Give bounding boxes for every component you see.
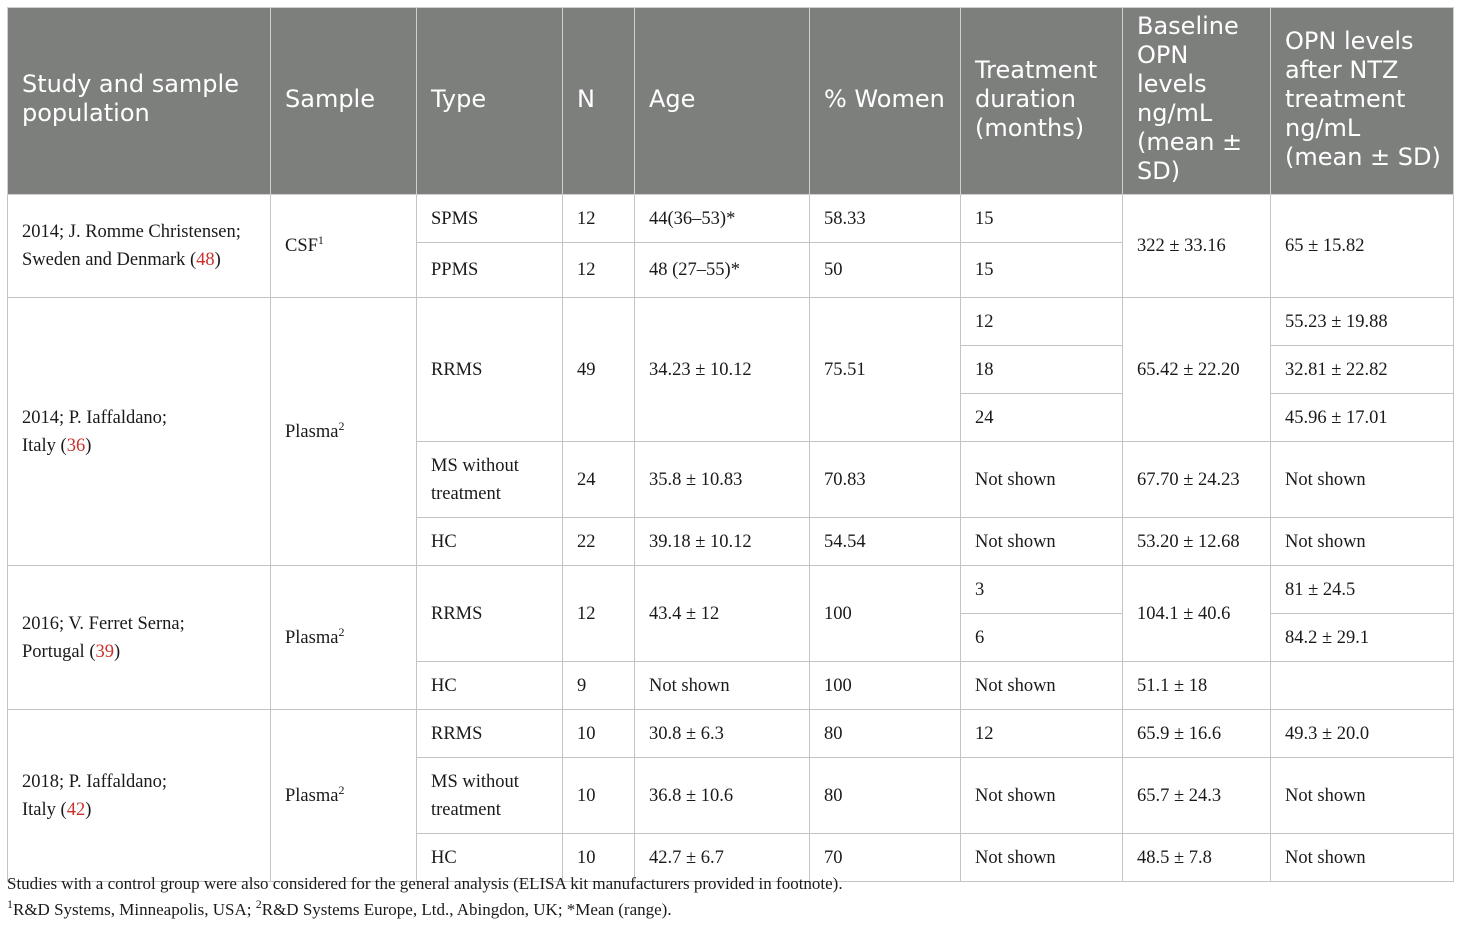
age-cell: 44(36–53)* [635, 195, 810, 243]
women-cell: 100 [810, 662, 961, 710]
sample-cell [271, 195, 417, 298]
baseline-cell: 53.20 ± 12.68 [1123, 518, 1271, 566]
n-cell: 24 [563, 442, 635, 518]
after-cell: 32.81 ± 22.82 [1271, 346, 1454, 394]
baseline-cell: 67.70 ± 24.23 [1123, 442, 1271, 518]
n-cell: 49 [563, 298, 635, 442]
footnote-marker: 2 [255, 897, 262, 911]
type-cell: HC [417, 518, 563, 566]
sample-cell [271, 566, 417, 710]
after-cell: Not shown [1271, 834, 1454, 882]
after-cell: Not shown [1271, 442, 1454, 518]
duration-cell: Not shown [961, 662, 1123, 710]
duration-cell: 12 [961, 298, 1123, 346]
reference-link[interactable]: 48 [196, 250, 215, 270]
table-row [8, 195, 1454, 243]
sample-text: Plasma [285, 627, 339, 648]
type-cell: RRMS [417, 298, 563, 442]
type-cell: MS without treatment [417, 442, 563, 518]
header-study: Study and sample population [8, 8, 271, 195]
study-cell [8, 298, 271, 566]
n-cell: 10 [563, 758, 635, 834]
duration-cell: 15 [961, 243, 1123, 298]
study-text: 2014; J. Romme Christensen; [22, 222, 241, 242]
age-cell: 43.4 ± 12 [635, 566, 810, 662]
study-text: Portugal ( [22, 641, 96, 662]
duration-cell: Not shown [961, 758, 1123, 834]
after-cell: 49.3 ± 20.0 [1271, 710, 1454, 758]
study-text: Italy ( [22, 435, 67, 456]
women-cell: 58.33 [810, 195, 961, 243]
header-baseline: Baseline OPN levels ng/mL (mean ± SD) [1123, 8, 1271, 195]
table-row [8, 566, 1454, 614]
women-cell: 100 [810, 566, 961, 662]
header-women: % Women [810, 8, 961, 195]
age-cell: 39.18 ± 10.12 [635, 518, 810, 566]
table-row [8, 710, 1454, 758]
age-cell: 30.8 ± 6.3 [635, 710, 810, 758]
duration-cell: 18 [961, 346, 1123, 394]
after-cell: 84.2 ± 29.1 [1271, 614, 1454, 662]
study-cell [8, 195, 271, 298]
table-row [8, 298, 1454, 346]
study-text: ) [85, 435, 92, 456]
age-cell: 36.8 ± 10.6 [635, 758, 810, 834]
study-text: Italy ( [22, 799, 67, 820]
after-cell: 55.23 ± 19.88 [1271, 298, 1454, 346]
n-cell: 12 [563, 566, 635, 662]
women-cell: 75.51 [810, 298, 961, 442]
duration-cell: Not shown [961, 834, 1123, 882]
n-cell: 12 [563, 243, 635, 298]
footnote-marker: 1 [7, 897, 13, 911]
women-cell: 80 [810, 758, 961, 834]
baseline-cell: 51.1 ± 18 [1123, 662, 1271, 710]
baseline-cell: 65.9 ± 16.6 [1123, 710, 1271, 758]
age-cell: 34.23 ± 10.12 [635, 298, 810, 442]
study-text: 2018; P. Iaffaldano; [22, 771, 168, 792]
n-cell: 22 [563, 518, 635, 566]
type-cell: RRMS [417, 566, 563, 662]
n-cell: 9 [563, 662, 635, 710]
header-type: Type [417, 8, 563, 195]
opn-data-table [7, 7, 1454, 882]
duration-cell: 15 [961, 195, 1123, 243]
age-cell: 42.7 ± 6.7 [635, 834, 810, 882]
reference-link[interactable]: 42 [66, 799, 86, 820]
sample-text: CSF [285, 236, 318, 256]
n-cell: 10 [563, 834, 635, 882]
type-cell: HC [417, 834, 563, 882]
study-cell [8, 566, 271, 710]
type-cell: PPMS [417, 243, 563, 298]
duration-cell: 24 [961, 394, 1123, 442]
study-text: ) [113, 641, 121, 662]
duration-cell: 6 [961, 614, 1123, 662]
baseline-cell: 322 ± 33.16 [1123, 195, 1271, 298]
age-cell: Not shown [635, 662, 810, 710]
after-cell: Not shown [1271, 758, 1454, 834]
study-text: ) [85, 799, 92, 820]
table-footnote-sources [7, 897, 672, 920]
footnote-marker: 2 [338, 418, 345, 433]
study-cell [8, 710, 271, 882]
after-cell [1271, 662, 1454, 710]
type-cell: SPMS [417, 195, 563, 243]
study-text: 2014; P. Iaffaldano; [22, 407, 168, 428]
footnote-text: R&D Systems, Minneapolis, USA; [13, 900, 256, 919]
header-sample: Sample [271, 8, 417, 195]
after-cell: 45.96 ± 17.01 [1271, 394, 1454, 442]
footnote-marker: 2 [338, 624, 345, 639]
type-cell: HC [417, 662, 563, 710]
study-text: ) [214, 250, 221, 270]
duration-cell: Not shown [961, 442, 1123, 518]
women-cell: 70.83 [810, 442, 961, 518]
after-cell: 81 ± 24.5 [1271, 566, 1454, 614]
footnote-text: R&D Systems Europe, Ltd., Abingdon, UK; *Mean (range). [261, 900, 672, 919]
sample-text: Plasma [285, 785, 339, 806]
duration-cell: Not shown [961, 518, 1123, 566]
age-cell: 35.8 ± 10.83 [635, 442, 810, 518]
age-cell: 48 (27–55)* [635, 243, 810, 298]
after-cell: 65 ± 15.82 [1271, 195, 1454, 298]
baseline-cell: 104.1 ± 40.6 [1123, 566, 1271, 662]
header-row [8, 8, 1454, 195]
after-cell: Not shown [1271, 518, 1454, 566]
study-text: Sweden and Denmark ( [22, 250, 197, 270]
sample-cell [271, 298, 417, 566]
women-cell: 80 [810, 710, 961, 758]
footnote-marker: 1 [317, 233, 324, 247]
women-cell: 70 [810, 834, 961, 882]
header-n: N [563, 8, 635, 195]
n-cell: 10 [563, 710, 635, 758]
header-age: Age [635, 8, 810, 195]
reference-link[interactable]: 39 [95, 641, 114, 662]
sample-cell [271, 710, 417, 882]
footnote-marker: 2 [338, 782, 345, 797]
baseline-cell: 65.42 ± 22.20 [1123, 298, 1271, 442]
duration-cell: 3 [961, 566, 1123, 614]
header-after: OPN levels after NTZ treatment ng/mL (mean ± SD) [1271, 8, 1454, 195]
type-cell: MS without treatment [417, 758, 563, 834]
women-cell: 54.54 [810, 518, 961, 566]
header-duration: Treatment duration (months) [961, 8, 1123, 195]
baseline-cell: 48.5 ± 7.8 [1123, 834, 1271, 882]
women-cell: 50 [810, 243, 961, 298]
reference-link[interactable]: 36 [66, 435, 86, 456]
baseline-cell: 65.7 ± 24.3 [1123, 758, 1271, 834]
study-text: 2016; V. Ferret Serna; [22, 613, 185, 634]
sample-text: Plasma [285, 421, 339, 442]
type-cell: RRMS [417, 710, 563, 758]
n-cell: 12 [563, 195, 635, 243]
duration-cell: 12 [961, 710, 1123, 758]
table-footnote: Studies with a control group were also considered for the general analysis (ELISA kit manufacturers provided in footnote). [7, 874, 843, 893]
